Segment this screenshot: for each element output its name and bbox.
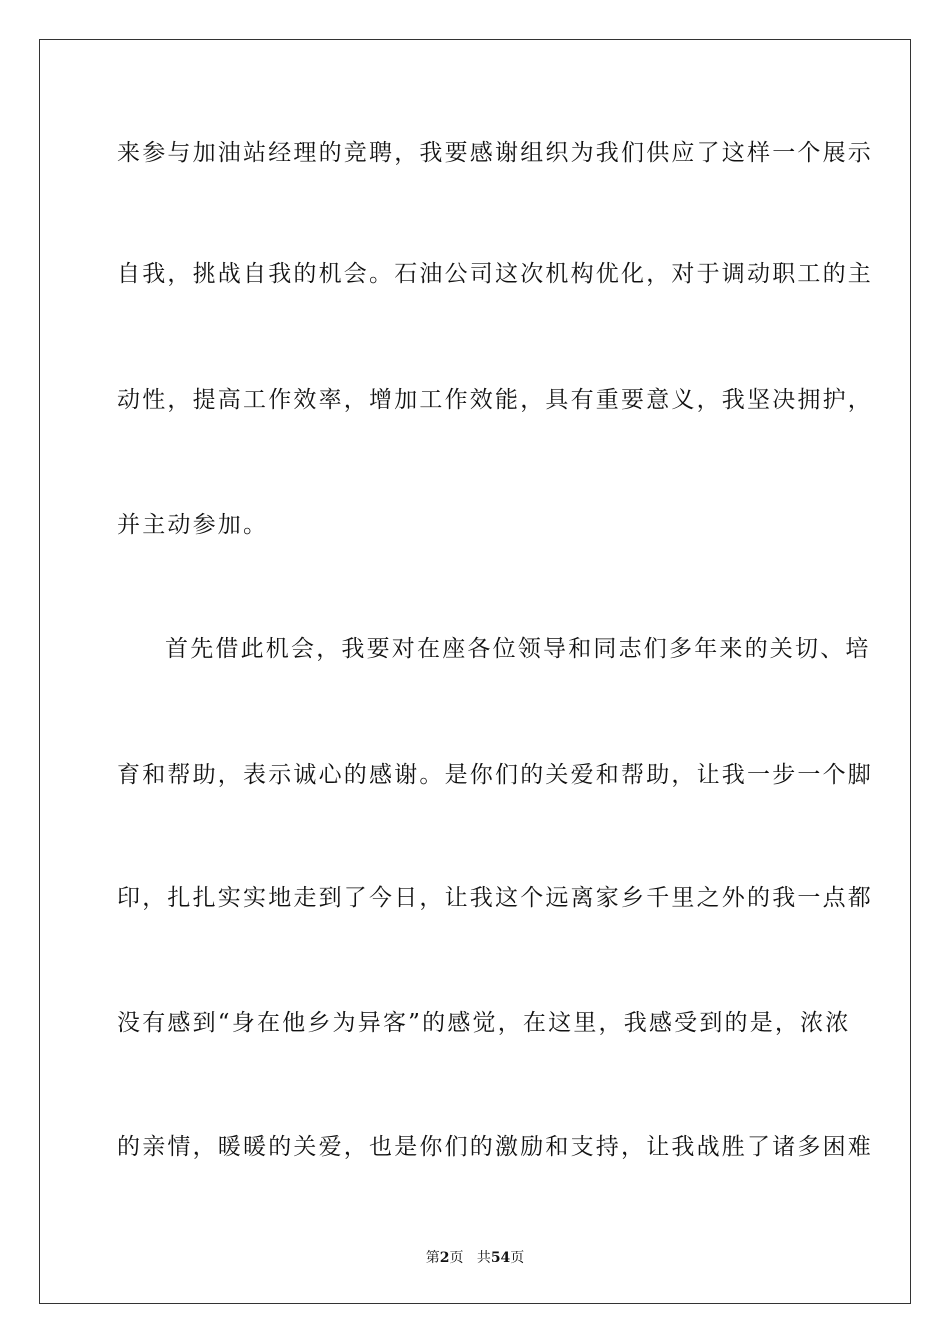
- text-line-1: 来参与加油站经理的竞聘，我要感谢组织为我们供应了这样一个展示: [117, 140, 873, 166]
- text-line-9: 的亲情，暖暖的关爱，也是你们的激励和支持，让我战胜了诸多困难: [117, 1134, 873, 1160]
- total-suffix: 页: [510, 1250, 525, 1266]
- text-line-5: 首先借此机会，我要对在座各位领导和同志们多年来的关切、培: [165, 636, 871, 662]
- text-line-6: 育和帮助，表示诚心的感谢。是你们的关爱和帮助，让我一步一个脚: [117, 762, 873, 788]
- text-line-7: 印，扎扎实实地走到了今日，让我这个远离家乡千里之外的我一点都: [117, 885, 873, 911]
- total-prefix: 共: [476, 1250, 491, 1266]
- page-prefix: 第: [425, 1250, 440, 1266]
- page-suffix: 页: [449, 1250, 464, 1266]
- text-line-4: 并主动参加。: [117, 512, 269, 538]
- text-line-2: 自我，挑战自我的机会。石油公司这次机构优化，对于调动职工的主: [117, 261, 873, 287]
- text-line-3: 动性，提高工作效率，增加工作效能，具有重要意义，我坚决拥护，: [117, 387, 873, 413]
- page-footer: [0, 1247, 950, 1267]
- total-pages: 54: [490, 1250, 511, 1266]
- text-line-8: 没有感到“身在他乡为异客”的感觉，在这里，我感受到的是，浓浓: [117, 1010, 851, 1036]
- page-number: 2: [439, 1250, 450, 1266]
